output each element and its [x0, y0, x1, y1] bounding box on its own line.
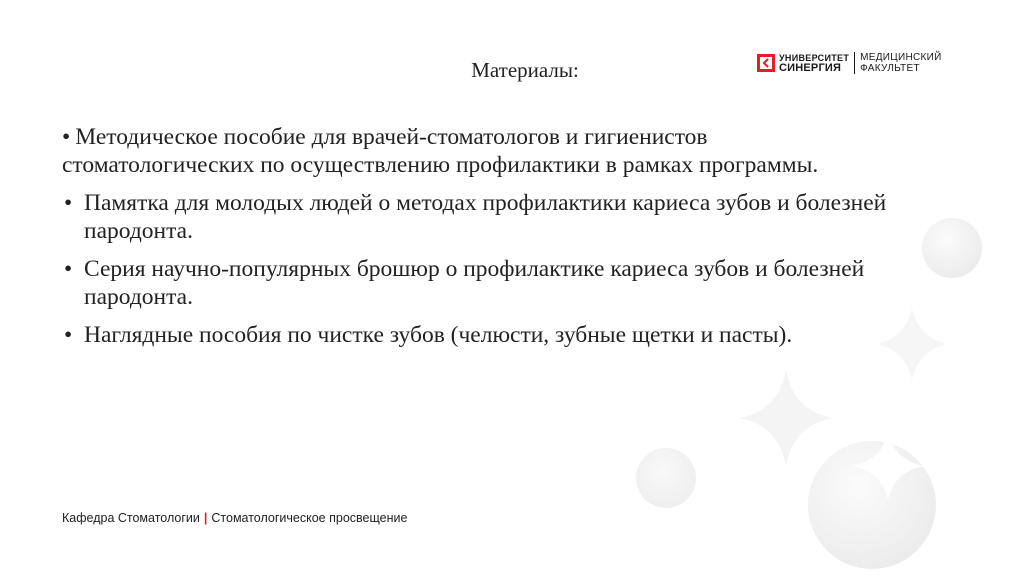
footer: [62, 511, 407, 525]
bullet-marker: •: [64, 256, 73, 282]
logo-faculty-line1: МЕДИЦИНСКИЙ: [860, 52, 942, 63]
slide-title: Материалы:: [471, 58, 579, 82]
list-item: [62, 321, 902, 349]
logo-faculty: [860, 52, 942, 74]
logo-line1: УНИВЕРСИТЕТ: [779, 53, 850, 63]
sparkle-icon: [852, 432, 924, 500]
bullet-marker: •: [62, 124, 71, 150]
circle-icon: [808, 441, 936, 569]
logo-line2: СИНЕРГИЯ: [779, 62, 842, 74]
logo-wordmark: [779, 53, 849, 73]
list-item-text: Наглядные пособия по чистке зубов (челюсти, зубные щетки и пасты).: [84, 322, 793, 348]
list-item-text: Методическое пособие для врачей-стоматологов и гигиенистов стоматологических по осуществлению профилактики в рамках программы.: [62, 124, 819, 178]
logo-bracket-icon: [757, 54, 775, 72]
list-item: [62, 189, 902, 245]
circle-icon: [636, 448, 696, 508]
list-item-text: Серия научно-популярных брошюр о профилактике кариеса зубов и болезней пародонта.: [84, 256, 865, 310]
logo-faculty-line2: ФАКУЛЬТЕТ: [860, 63, 920, 74]
university-logo: [757, 52, 942, 74]
circle-icon: [922, 218, 982, 278]
logo-divider: [854, 52, 855, 74]
bullet-marker: •: [64, 322, 73, 348]
sparkle-icon: [740, 370, 832, 466]
footer-topic: Стоматологическое просвещение: [211, 511, 408, 525]
bullet-marker: •: [64, 190, 73, 216]
list-item-text: Памятка для молодых людей о методах профилактики кариеса зубов и болезней пародонта.: [84, 190, 887, 244]
bullet-list: [62, 123, 902, 359]
footer-department: Кафедра Стоматологии: [62, 511, 200, 525]
list-item: [62, 255, 902, 311]
list-item: [62, 123, 902, 179]
footer-separator: |: [203, 511, 208, 525]
